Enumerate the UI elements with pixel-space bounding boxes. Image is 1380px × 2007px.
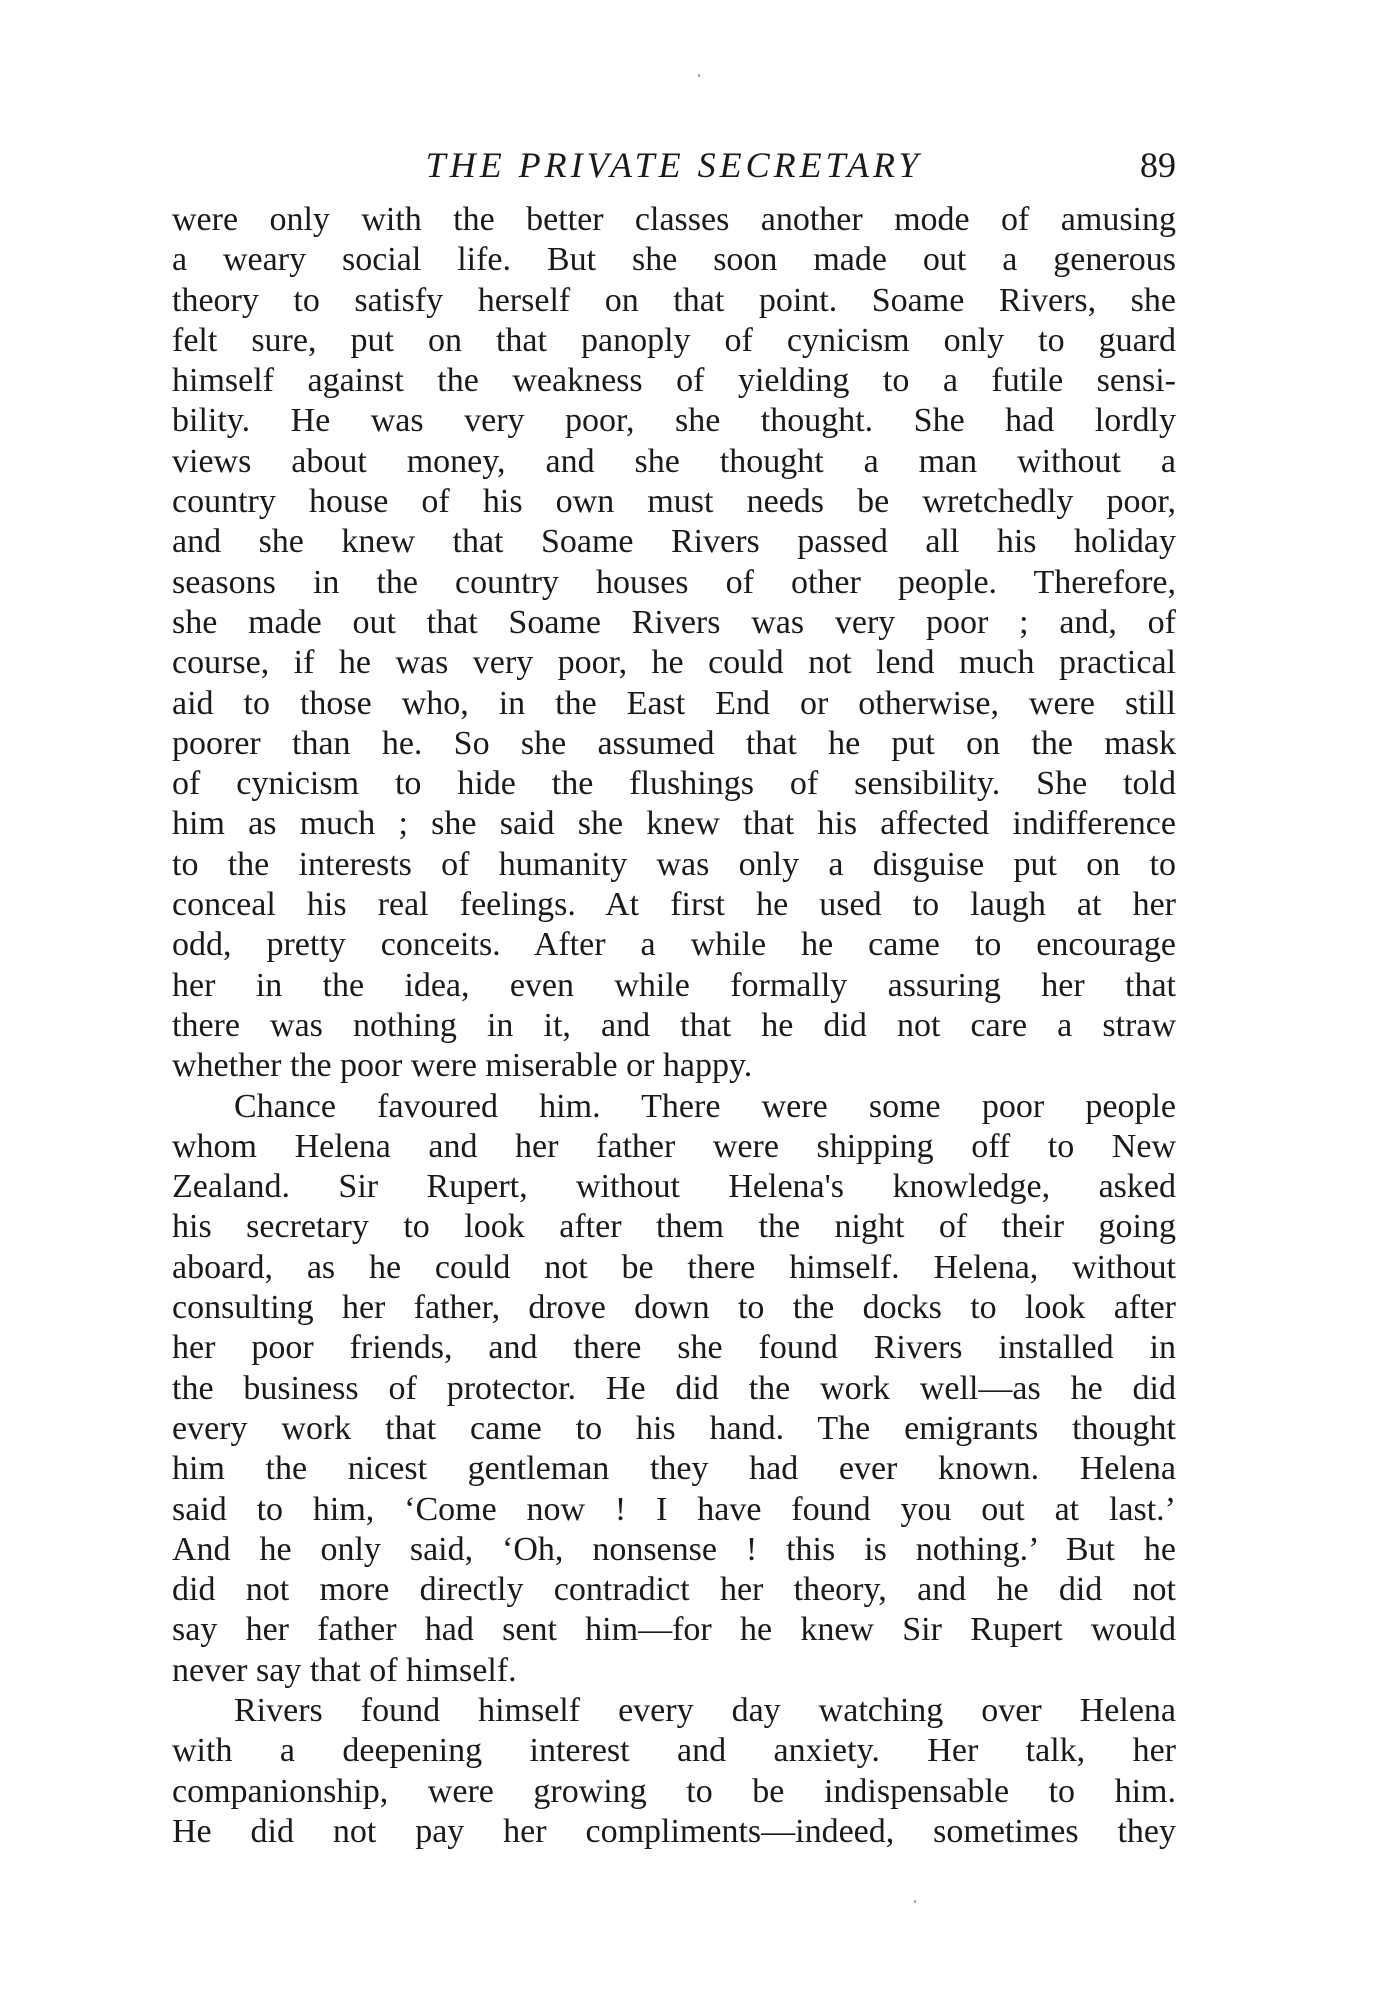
- text-line: aboard, as he could not be there himself. Helena, without: [172, 1248, 1176, 1286]
- text-line: whom Helena and her father were shipping off to New: [172, 1127, 1176, 1165]
- text-line: her poor friends, and there she found Rivers installed in: [172, 1329, 1176, 1367]
- text-line: Zealand. Sir Rupert, without Helena's knowledge, asked: [172, 1168, 1176, 1206]
- text-line: with a deepening interest and anxiety. Her talk, her: [172, 1732, 1176, 1770]
- text-line: Rivers found himself every day watching over Helena: [234, 1691, 1176, 1729]
- text-line: odd, pretty conceits. After a while he came to encourage: [172, 926, 1176, 964]
- text-line: to the interests of humanity was only a disguise put on to: [172, 845, 1176, 883]
- text-line: did not more directly contradict her theory, and he did not: [172, 1571, 1176, 1609]
- text-line: felt sure, put on that panoply of cynicism only to guard: [172, 321, 1176, 359]
- text-line: of cynicism to hide the flushings of sensibility. She told: [172, 765, 1176, 803]
- paragraph-1: [172, 200, 1176, 1087]
- running-title: THE PRIVATE SECRETARY: [425, 145, 923, 185]
- text-line: consulting her father, drove down to the docks to look after: [172, 1289, 1176, 1327]
- text-line: say her father had sent him—for he knew Sir Rupert would: [172, 1611, 1176, 1649]
- text-line: and she knew that Soame Rivers passed all his holiday: [172, 523, 1176, 561]
- text-line: every work that came to his hand. The emigrants thought: [172, 1409, 1176, 1447]
- text-line: views about money, and she thought a man without a: [172, 442, 1176, 480]
- page-number: 89: [1140, 145, 1176, 185]
- text-line: his secretary to look after them the night of their going: [172, 1208, 1176, 1246]
- text-line: a weary social life. But she soon made out a generous: [172, 241, 1176, 279]
- text-line: poorer than he. So she assumed that he put on the mask: [172, 724, 1176, 762]
- text-line: the business of protector. He did the work well—as he did: [172, 1369, 1176, 1407]
- text-line: Chance favoured him. There were some poor people: [234, 1087, 1176, 1125]
- text-line: companionship, were growing to be indispensable to him.: [172, 1772, 1176, 1810]
- page-header: [172, 140, 1176, 190]
- paper-speck: [698, 74, 700, 77]
- body-text: [172, 200, 1176, 1852]
- text-line: said to him, ‘Come now ! I have found you out at last.’: [172, 1490, 1176, 1528]
- text-line: aid to those who, in the East End or otherwise, were still: [172, 684, 1176, 722]
- paragraph-2: [172, 1087, 1176, 1691]
- text-line: there was nothing in it, and that he did not care a straw: [172, 1006, 1176, 1044]
- text-line: him the nicest gentleman they had ever known. Helena: [172, 1450, 1176, 1488]
- text-line: him as much ; she said she knew that his affected indifference: [172, 805, 1176, 843]
- text-line: theory to satisfy herself on that point. Soame Rivers, she: [172, 281, 1176, 319]
- text-line: she made out that Soame Rivers was very poor ; and, of: [172, 603, 1176, 641]
- text-line: He did not pay her compliments—indeed, sometimes they: [172, 1812, 1176, 1850]
- paper-speck: [914, 1900, 916, 1903]
- text-line: never say that of himself.: [172, 1651, 517, 1689]
- text-line: were only with the better classes another mode of amusing: [172, 201, 1176, 238]
- paragraph-3: [172, 1691, 1176, 1852]
- text-line: himself against the weakness of yielding to a futile sensi-: [172, 362, 1176, 400]
- text-line: bility. He was very poor, she thought. She had lordly: [172, 402, 1176, 440]
- text-line: country house of his own must needs be wretchedly poor,: [172, 483, 1176, 521]
- text-line: seasons in the country houses of other people. Therefore,: [172, 563, 1176, 601]
- text-line: course, if he was very poor, he could not lend much practical: [172, 644, 1176, 682]
- text-line: And he only said, ‘Oh, nonsense ! this is nothing.’ But he: [172, 1530, 1176, 1568]
- text-line: her in the idea, even while formally assuring her that: [172, 966, 1176, 1004]
- text-line: whether the poor were miserable or happy.: [172, 1047, 753, 1085]
- text-line: conceal his real feelings. At first he used to laugh at her: [172, 886, 1176, 924]
